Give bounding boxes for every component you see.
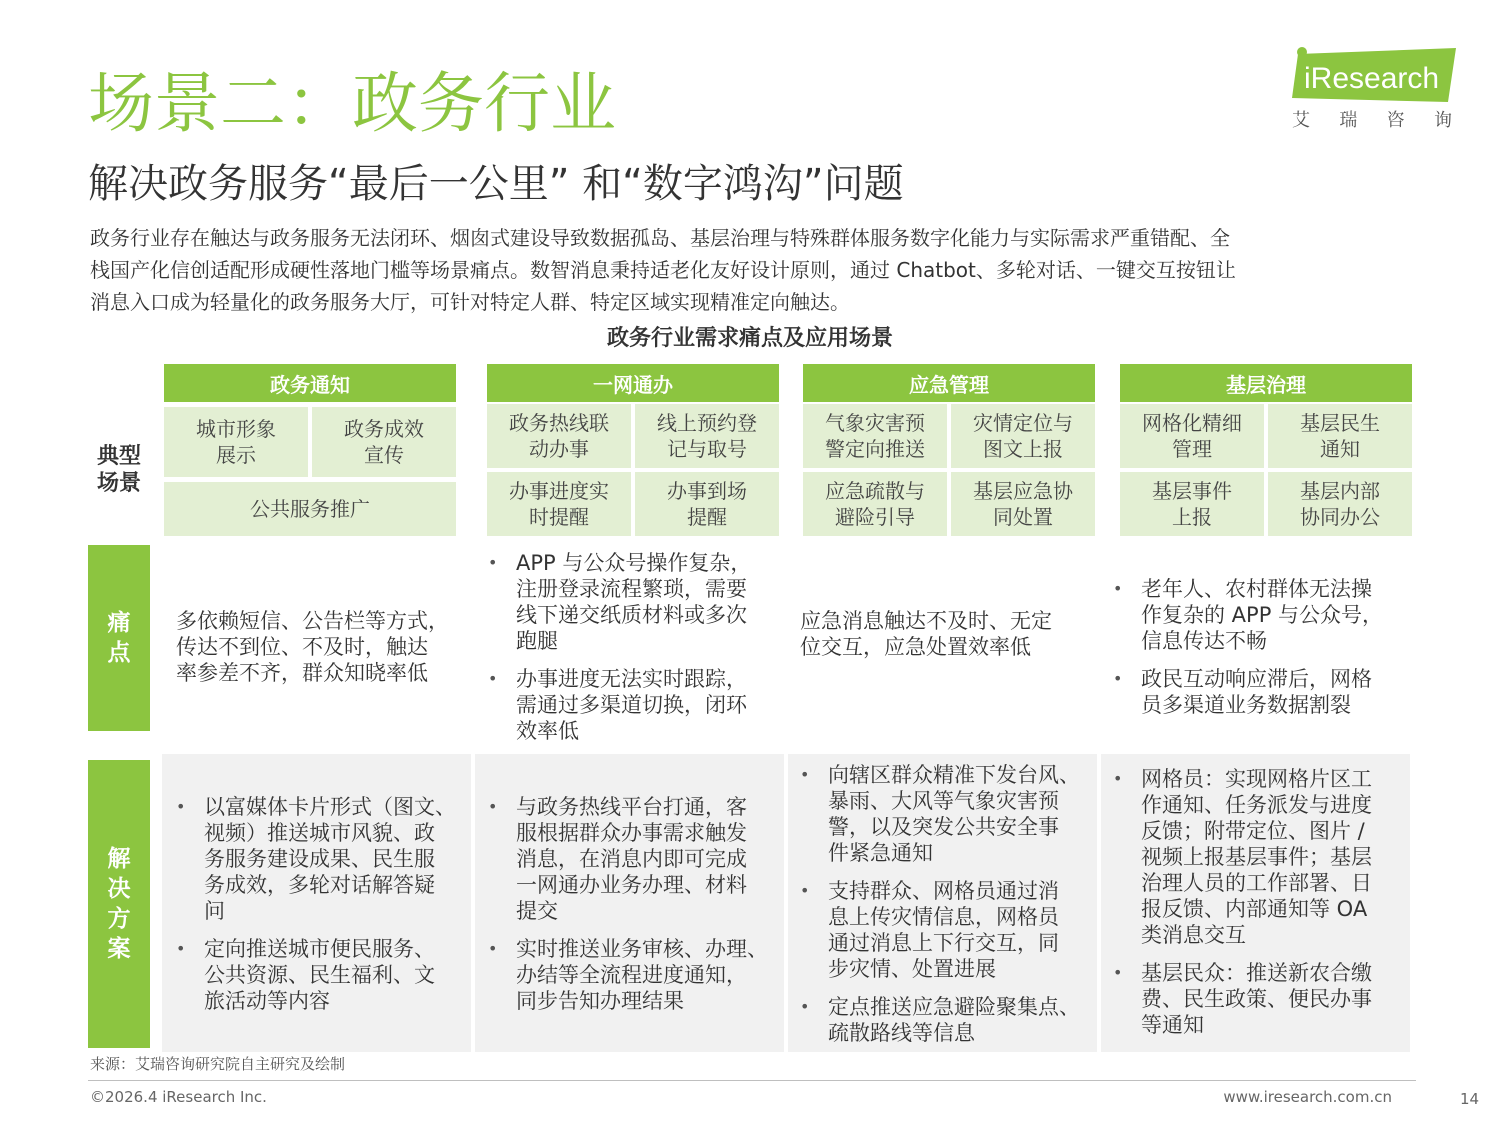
solution-bullet: • 实时推送业务审核、办理、 办结等全流程进度通知， 同步告知办理结果	[486, 936, 782, 1014]
solution-bullet: • 以富媒体卡片形式（图文、 视频）推送城市风貌、政 务服务建设成果、民生服 务成效，多轮对话解答疑 问	[174, 794, 470, 924]
copyright: ©2026.4 iResearch Inc.	[90, 1088, 267, 1106]
logo-brand-text: iResearch	[1304, 62, 1440, 95]
scene-cell: 办事进度实 时提醒	[487, 472, 631, 536]
scene-cell: 基层事件 上报	[1120, 472, 1264, 536]
pain-bullet: • 办事进度无法实时跟踪， 需通过多渠道切换，闭环 效率低	[486, 666, 786, 744]
solution-list-grassroots	[1111, 766, 1409, 1050]
scene-cell: 基层民生 通知	[1268, 404, 1412, 468]
scene-cell: 网格化精细 管理	[1120, 404, 1264, 468]
solution-bullet: • 向辖区群众精准下发台风、 暴雨、大风等气象灾害预 警，以及突发公共安全事 件紧急通知	[798, 762, 1096, 866]
scene-cell: 线上预约登 记与取号	[635, 404, 779, 468]
solution-list-emergency	[798, 762, 1096, 1058]
website-link[interactable]: www.iresearch.com.cn	[1223, 1088, 1392, 1106]
pain-text-notice: 多依赖短信、公告栏等方式， 传达不到位、不及时，触达 率参差不齐，群众知晓率低	[176, 609, 449, 685]
solution-bullet: • 网格员：实现网格片区工 作通知、任务派发与进度 反馈；附带定位、图片 / 视频上报基层事件；基层 治理人员的工作部署、日 报反馈、内部通知等 OA 类消息交互	[1111, 766, 1409, 948]
page-number: 14	[1460, 1090, 1480, 1108]
solution-bullet: • 定点推送应急避险聚集点、 疏散路线等信息	[798, 994, 1096, 1046]
row-label-solution: 解 决 方 案	[88, 760, 150, 1048]
pain-bullet: • 老年人、农村群体无法操 作复杂的 APP 与公众号， 信息传达不畅	[1111, 576, 1411, 654]
scene-cell: 基层内部 协同办公	[1268, 472, 1412, 536]
intro-line: 消息入口成为轻量化的政务服务大厅，可针对特定人群、特定区域实现精准定向触达。	[90, 290, 850, 314]
iresearch-logo	[1288, 44, 1460, 134]
scene-cell: 政务热线联 动办事	[487, 404, 631, 468]
column-head-emergency: 应急管理	[803, 364, 1095, 402]
intro-line: 栈国产化信创适配形成硬性落地门槛等场景痛点。数智消息秉持适老化友好设计原则，通过 Chatbot、多轮对话、一键交互按钮让	[90, 258, 1236, 282]
solution-list-oneservice	[486, 794, 782, 1026]
pain-text-emergency: 应急消息触达不及时、无定 位交互，应急处置效率低	[800, 609, 1052, 659]
page-subtitle: 解决政务服务“最后一公里” 和“数字鸿沟”问题	[88, 161, 904, 207]
scene-cell: 气象灾害预 警定向推送	[803, 404, 947, 468]
pain-list-grassroots	[1111, 576, 1411, 730]
solution-bullet: • 基层民众：推送新农合缴 费、民生政策、便民办事 等通知	[1111, 960, 1409, 1038]
scene-cell: 灾情定位与 图文上报	[951, 404, 1095, 468]
scene-cell: 应急疏散与 避险引导	[803, 472, 947, 536]
intro-paragraph	[90, 222, 1425, 318]
scene-cell: 城市形象 展示	[164, 407, 308, 477]
scene-cell: 基层应急协 同处置	[951, 472, 1095, 536]
solution-list-notice	[174, 794, 470, 1026]
column-head-grassroots: 基层治理	[1120, 364, 1412, 402]
page-title: 场景二：政务行业	[88, 65, 616, 142]
pain-list-oneservice	[486, 550, 786, 756]
column-head-notice: 政务通知	[164, 364, 456, 402]
scene-cell: 办事到场 提醒	[635, 472, 779, 536]
intro-line: 政务行业存在触达与政务服务无法闭环、烟囱式建设导致数据孤岛、基层治理与特殊群体服务数字化能力与实际需求严重错配、全	[90, 226, 1230, 250]
scene-cell: 公共服务推广	[164, 482, 456, 536]
pain-bullet: • APP 与公众号操作复杂， 注册登录流程繁琐，需要 线下递交纸质材料或多次 跑腿	[486, 550, 786, 654]
table-title: 政务行业需求痛点及应用场景	[606, 326, 893, 351]
row-label-typical: 典型 场景	[96, 444, 141, 496]
footer-divider	[88, 1080, 1416, 1081]
logo-badge-icon	[1288, 44, 1458, 104]
solution-bullet: • 与政务热线平台打通，客 服根据群众办事需求触发 消息，在消息内即可完成 一网通办业务办理、材料 提交	[486, 794, 782, 924]
column-head-oneservice: 一网通办	[487, 364, 779, 402]
scene-cell: 政务成效 宣传	[312, 407, 456, 477]
source-note: 来源：艾瑞咨询研究院自主研究及绘制	[90, 1055, 346, 1073]
pain-bullet: • 政民互动响应滞后，网格 员多渠道业务数据割裂	[1111, 666, 1411, 718]
solution-bullet: • 支持群众、网格员通过消 息上传灾情信息，网格员 通过消息上下行交互，同 步灾情、处置进展	[798, 878, 1096, 982]
logo-cn-text: 艾 瑞 咨 询	[1292, 110, 1454, 131]
solution-bullet: • 定向推送城市便民服务、 公共资源、民生福利、文 旅活动等内容	[174, 936, 470, 1014]
row-label-pain: 痛 点	[88, 545, 150, 731]
